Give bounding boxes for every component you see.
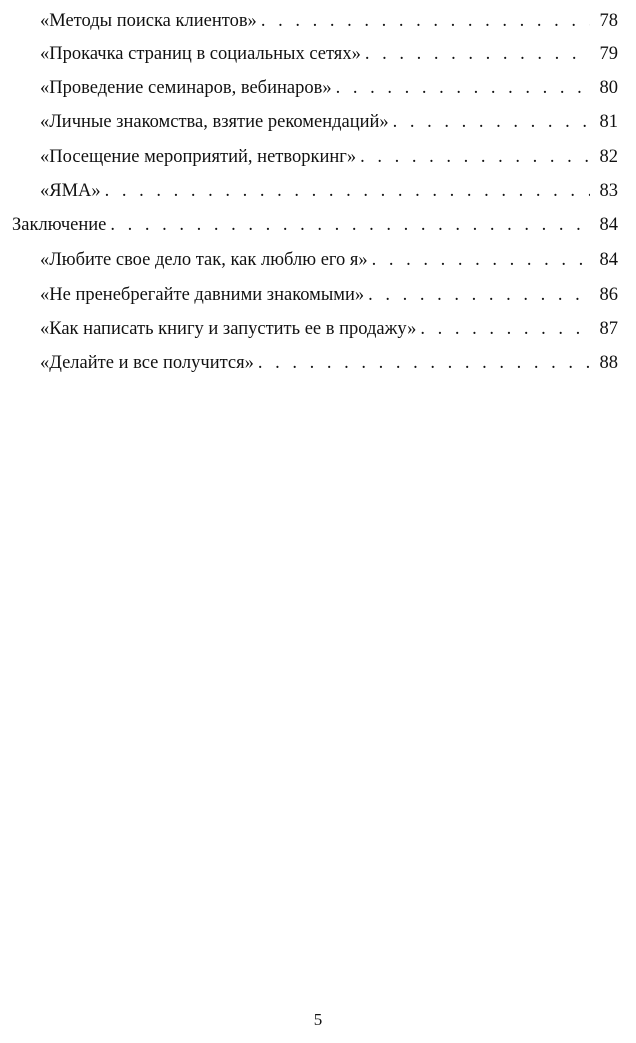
toc-entry — [40, 4, 618, 38]
toc-entry — [40, 346, 618, 380]
dot-leader — [110, 208, 590, 242]
toc-entry-title: «Методы поиска клиентов» — [40, 11, 257, 31]
toc-entry-page: 81 — [599, 112, 618, 132]
toc-section-page: 84 — [599, 215, 618, 235]
toc-entry-page: 78 — [599, 11, 618, 31]
toc-entry-page: 79 — [599, 44, 618, 64]
toc-entry — [40, 174, 618, 208]
toc-entry-title: «Прокачка страниц в социальных сетях» — [40, 44, 361, 64]
toc-entry-page: 80 — [599, 78, 618, 98]
toc-section-title: Заключение — [12, 215, 107, 235]
toc-entry-page: 88 — [599, 353, 618, 373]
dot-leader — [393, 105, 590, 139]
dot-leader — [360, 140, 590, 174]
dot-leader — [105, 174, 590, 208]
toc-entry — [40, 140, 618, 174]
toc-entry-title: «Делайте и все получится» — [40, 353, 254, 373]
toc-entry-title: «ЯМА» — [40, 181, 101, 201]
toc-entry — [40, 71, 618, 105]
toc-entry-page: 83 — [599, 181, 618, 201]
dot-leader — [365, 37, 590, 71]
toc-entry-title: «Не пренебрегайте давними знакомыми» — [40, 285, 365, 305]
toc-entry-page: 86 — [599, 285, 618, 305]
toc-entry-page: 84 — [599, 250, 618, 270]
toc-entry-title: «Проведение семинаров, вебинаров» — [40, 78, 332, 98]
toc-entry-title: «Личные знакомства, взятие рекомендаций» — [40, 112, 389, 132]
toc-entry-title: «Любите свое дело так, как люблю его я» — [40, 250, 368, 270]
toc-entry-title: «Посещение мероприятий, нетворкинг» — [40, 147, 357, 167]
toc-entry — [40, 278, 618, 312]
toc-entry — [40, 105, 618, 139]
toc-entry-title: «Как написать книгу и запустить ее в продажу» — [40, 319, 417, 339]
toc-section — [12, 208, 618, 242]
page-number: 5 — [313, 1010, 323, 1029]
dot-leader — [420, 312, 590, 346]
toc-entry-page: 87 — [599, 319, 618, 339]
dot-leader — [368, 278, 590, 312]
dot-leader — [336, 71, 590, 105]
toc-entry — [40, 243, 618, 277]
toc-entry — [40, 37, 618, 71]
toc-entry-page: 82 — [599, 147, 618, 167]
dot-leader — [372, 243, 590, 277]
toc-entry — [40, 312, 618, 346]
dot-leader — [258, 346, 590, 380]
dot-leader — [261, 4, 590, 38]
